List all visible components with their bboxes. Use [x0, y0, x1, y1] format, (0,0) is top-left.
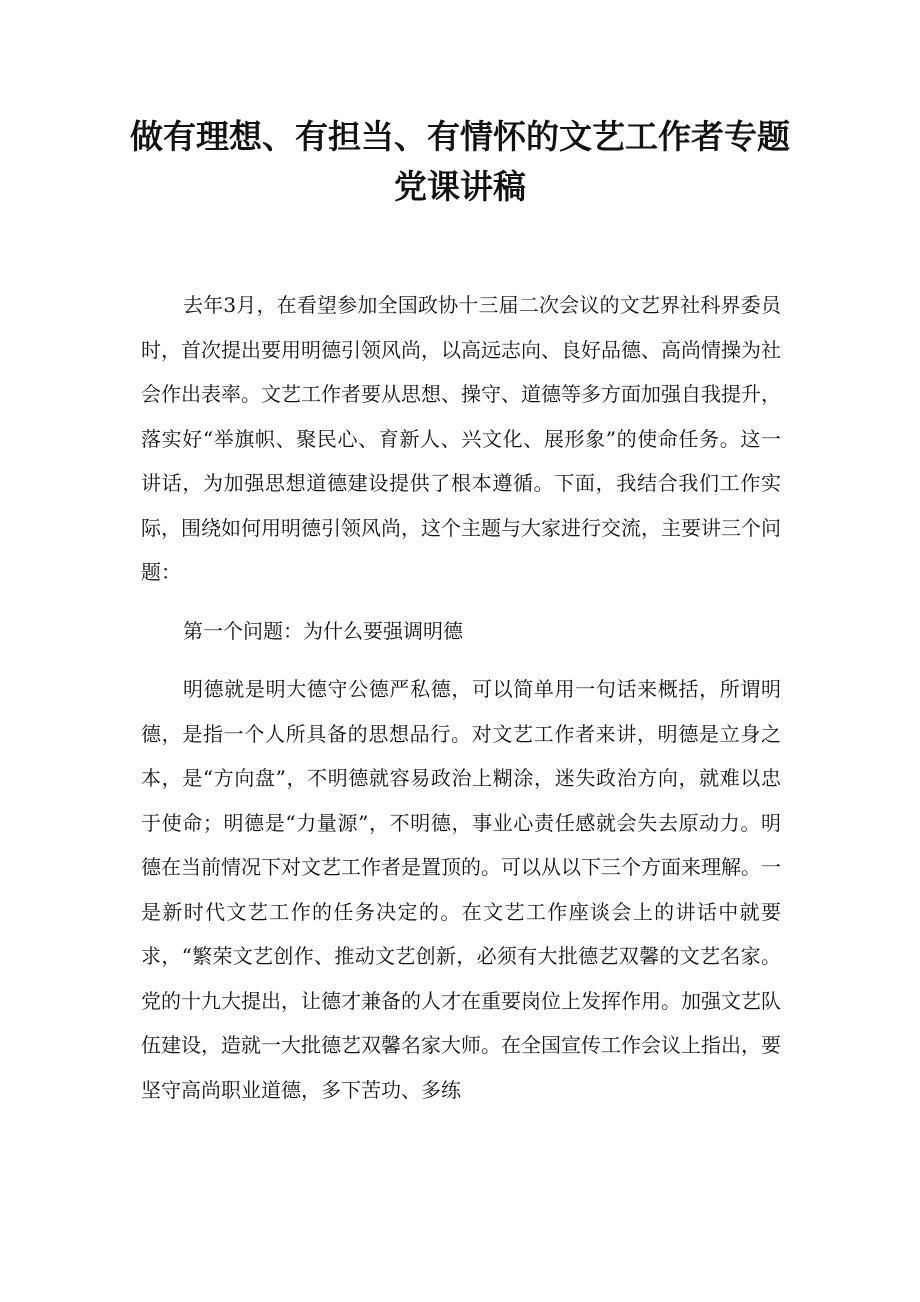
paragraph-spacer	[141, 653, 781, 667]
paragraph-intro: 去年3月，在看望参加全国政协十三届二次会议的文艺界社科界委员时，首次提出要用明德引领风尚，以高远志向、良好品德、高尚情操为社会作出表率。文艺工作者要从思想、操守、道德等多方面加强自我提升，落实好“举旗帜、聚民心、育新人、兴文化、展形象”的使命任务。这一讲话，为加强思想道德建设提供了根本遵循。下面，我结合我们工作实际，围绕如何用明德引领风尚，这个主题与大家进行交流，主要讲三个问题：	[141, 293, 781, 584]
paragraph-spacer	[141, 595, 781, 609]
paragraph-mingde: 明德就是明大德守公德严私德，可以简单用一句话来概括，所谓明德，是指一个人所具备的思想品行。对文艺工作者来讲，明德是立身之本，是“方向盘”，不明德就容易政治上糊涂，迷失政治方向，就难以忠于使命；明德是“力量源”，不明德，事业心责任感就会失去原动力。明德在当前情况下对文艺工作者是置顶的。可以从以下三个方面来理解。一是新时代文艺工作的任务决定的。在文艺工作座谈会上的讲话中就要求，“繁荣文艺创作、推动文艺创新，必须有大批德艺双馨的文艺名家。党的十九大提出，让德才兼备的人才在重要岗位上发挥作用。加强文艺队伍建设，造就一大批德艺双馨名家大师。在全国宣传工作会议上指出，要坚守高尚职业道德，多下苦功、多练	[141, 677, 781, 1102]
section-heading-1: 第一个问题：为什么要强调明德	[183, 618, 463, 643]
document-title: 做有理想、有担当、有情怀的文艺工作者专题党课讲稿	[130, 117, 790, 206]
document-body	[141, 283, 781, 1112]
